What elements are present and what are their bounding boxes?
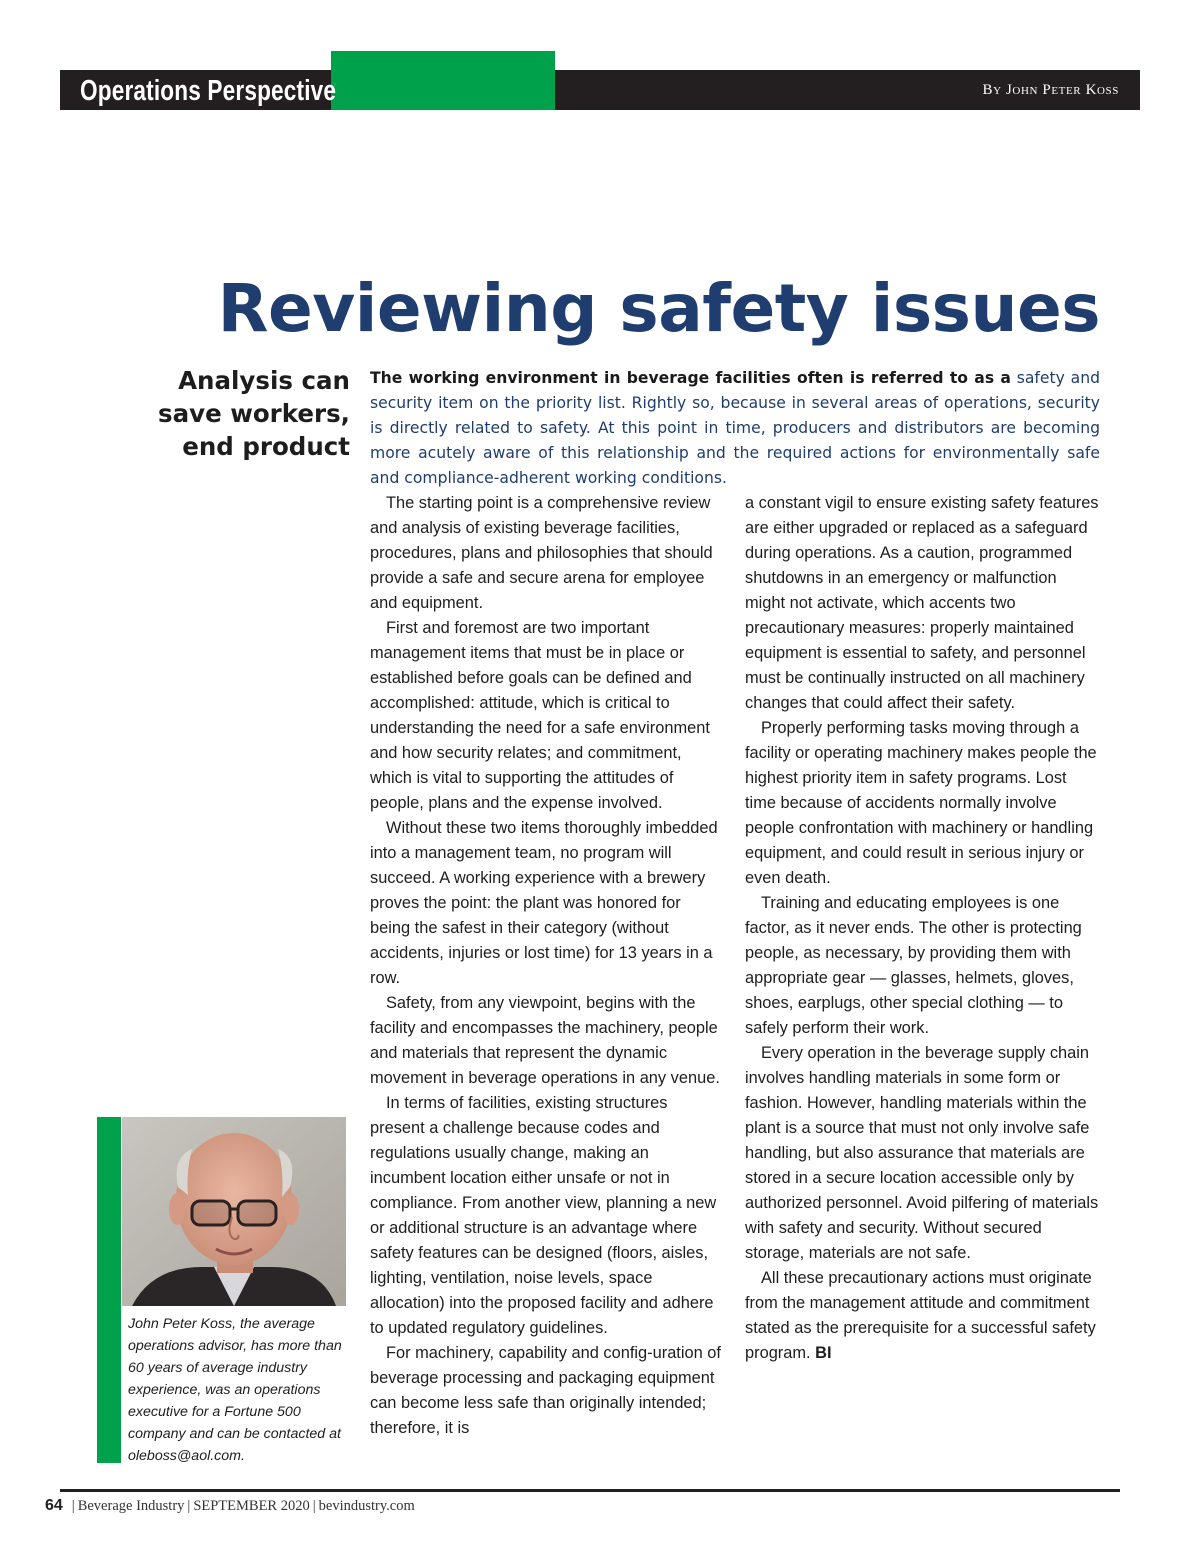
footer-rule [60,1489,1120,1492]
author-photo [122,1117,346,1306]
section-title: Operations Perspective [80,75,337,107]
deck-line: save workers, [157,399,350,428]
body-paragraph: a constant vigil to ensure existing safety features are either upgraded or replaced as a safeguard during operations. As a caution, programmed shutdowns in an emergency or malfunction might not activate, which accents two precautionary measures: properly maintained equipment is essential to safety, and personnel must be continually instructed on all machinery changes that could affect their safety. [745,494,1099,712]
website-link[interactable]: bevindustry.com [318,1498,415,1514]
body-paragraph: Without these two items thoroughly imbedded into a management team, no program will succeed. A working experience with a brewery proves the point: the plant was honored for being the safest in their category (without accidents, injuries or lost time) for 13 years in a row. [370,819,718,987]
author-byline: By John Peter Koss [982,82,1119,98]
body-paragraph: Safety, from any viewpoint, begins with the facility and encompasses the machinery, people and materials that represent the dynamic movement in beverage operations in any venue. [370,994,720,1087]
body-paragraph [745,1266,1100,1366]
article-title: Reviewing safety issues [217,270,1100,347]
body-column-2 [745,491,1100,1366]
deck-line: Analysis can [178,366,350,395]
author-portrait-image [122,1117,346,1306]
lead-paragraph [370,366,1100,491]
body-paragraph: First and foremost are two important management items that must be in place or established before goals can be defined and accomplished: attitude, which is critical to understanding the need for a safe environment and how security relates; and commitment, which is vital to supporting the attitudes of people, plans and the expense involved. [370,619,710,812]
body-paragraph: For machinery, capability and config-uration of beverage processing and packaging equipment can become less safe than originally intended; therefore, it is [370,1344,721,1437]
footer-separator: | [187,1498,191,1514]
publication-name: Beverage Industry [77,1498,185,1514]
end-mark: BI [815,1344,832,1362]
body-paragraph: Every operation in the beverage supply chain involves handling materials in some form or fashion. However, handling materials within the plant is a source that must not only involve safe handling, but also assurance that materials are stored in a secure location accessible only by authorized personnel. Avoid pilfering of materials with safety and security. Without secured storage, materials are not safe. [745,1044,1099,1262]
header-accent-block [331,51,555,110]
lead-text: safety and security item on the priority list. Rightly so, because in several areas of operations, security is directly related to safety. At this point in time, producers and distributors are becoming more acutely aware of this relationship and the required actions for environmentally safe and compliance-adherent working conditions. [370,369,1100,487]
footer-separator: | [312,1498,316,1514]
body-column-1 [370,491,725,1441]
closing-paragraph-text: All these precautionary actions must originate from the management attitude and commitment stated as the prerequisite for a successful safety program. [745,1269,1096,1362]
deck-line: end product [182,432,350,461]
footer-separator: | [71,1498,75,1514]
body-paragraph: Properly performing tasks moving through a facility or operating machinery makes people the highest priority item in safety programs. Lost time because of accidents normally involve people confrontation with machinery or handling equipment, and could result in serious injury or even death. [745,719,1097,887]
page-number: 64 [45,1497,63,1514]
issue-date: SEPTEMBER 2020 [193,1498,310,1514]
page-footer [45,1497,415,1515]
article-deck [120,364,350,463]
lead-bold-text: The working environment in beverage facilities often is referred to as a [370,369,1011,387]
body-paragraph: The starting point is a comprehensive review and analysis of existing beverage facilities, procedures, plans and philosophies that should provide a safe and secure arena for employee and equipment. [370,494,713,612]
body-paragraph: In terms of facilities, existing structures present a challenge because codes and regulations usually change, making an incumbent location either unsafe or not in compliance. From another view, planning a new or additional structure is an advantage where safety features can be designed (floors, aisles, lighting, ventilation, noise levels, space allocation) into the proposed facility and adhere to updated regulatory guidelines. [370,1094,717,1337]
photo-accent-stripe [97,1117,121,1463]
photo-caption: John Peter Koss, the average operations advisor, has more than 60 years of average industry experience, was an operations executive for a Fortune 500 company and can be contacted at oleboss@aol.com. [128,1316,342,1464]
body-paragraph: Training and educating employees is one factor, as it never ends. The other is protecting people, as necessary, by providing them with appropriate gear — glasses, helmets, gloves, shoes, earplugs, other special clothing — to safely perform their work. [745,894,1082,1037]
